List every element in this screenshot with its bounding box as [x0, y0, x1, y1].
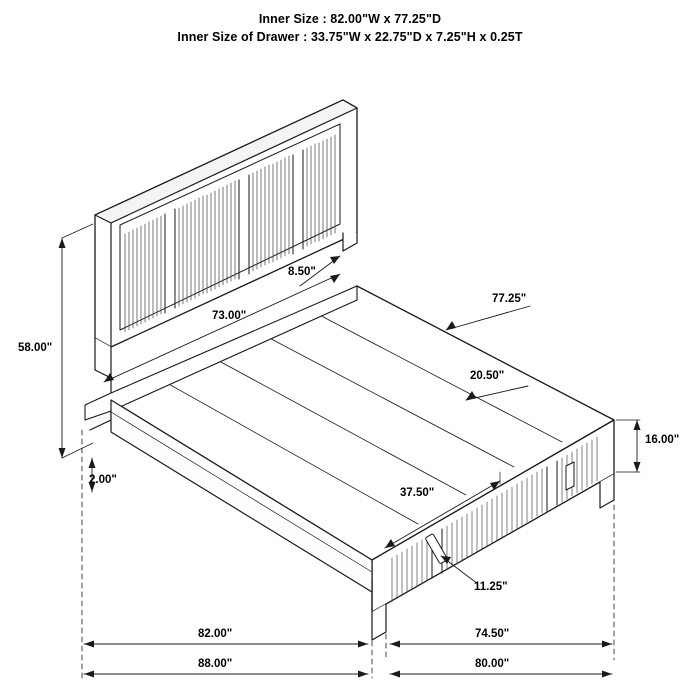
dim-label-drawer-handle: 11.25": [474, 581, 508, 593]
dim-label-bed-depth: 77.25": [492, 293, 527, 305]
header-line-1: Inner Size : 82.00"W x 77.25"D: [258, 12, 442, 26]
dim-label-side-length: 74.50": [475, 628, 510, 640]
dim-label-clearance: 2.00": [89, 474, 117, 486]
dim-label-rail-inset: 20.50": [470, 370, 505, 382]
dim-label-overall-length: 80.00": [475, 658, 510, 670]
header-line-2: Inner Size of Drawer : 33.75"W x 22.75"D x 7.25"H x 0.25T: [177, 30, 523, 44]
dim-label-headboard-width: 73.00": [212, 310, 247, 322]
dim-label-overall-width: 88.00": [198, 658, 233, 670]
dim-label-headboard-inset: 8.50": [288, 266, 316, 278]
dim-label-footboard-height: 16.00": [645, 434, 680, 446]
dim-label-overall-height: 58.00": [18, 342, 53, 354]
dim-label-inner-width: 82.00": [198, 628, 233, 640]
dim-label-drawer-width: 37.50": [400, 487, 435, 499]
